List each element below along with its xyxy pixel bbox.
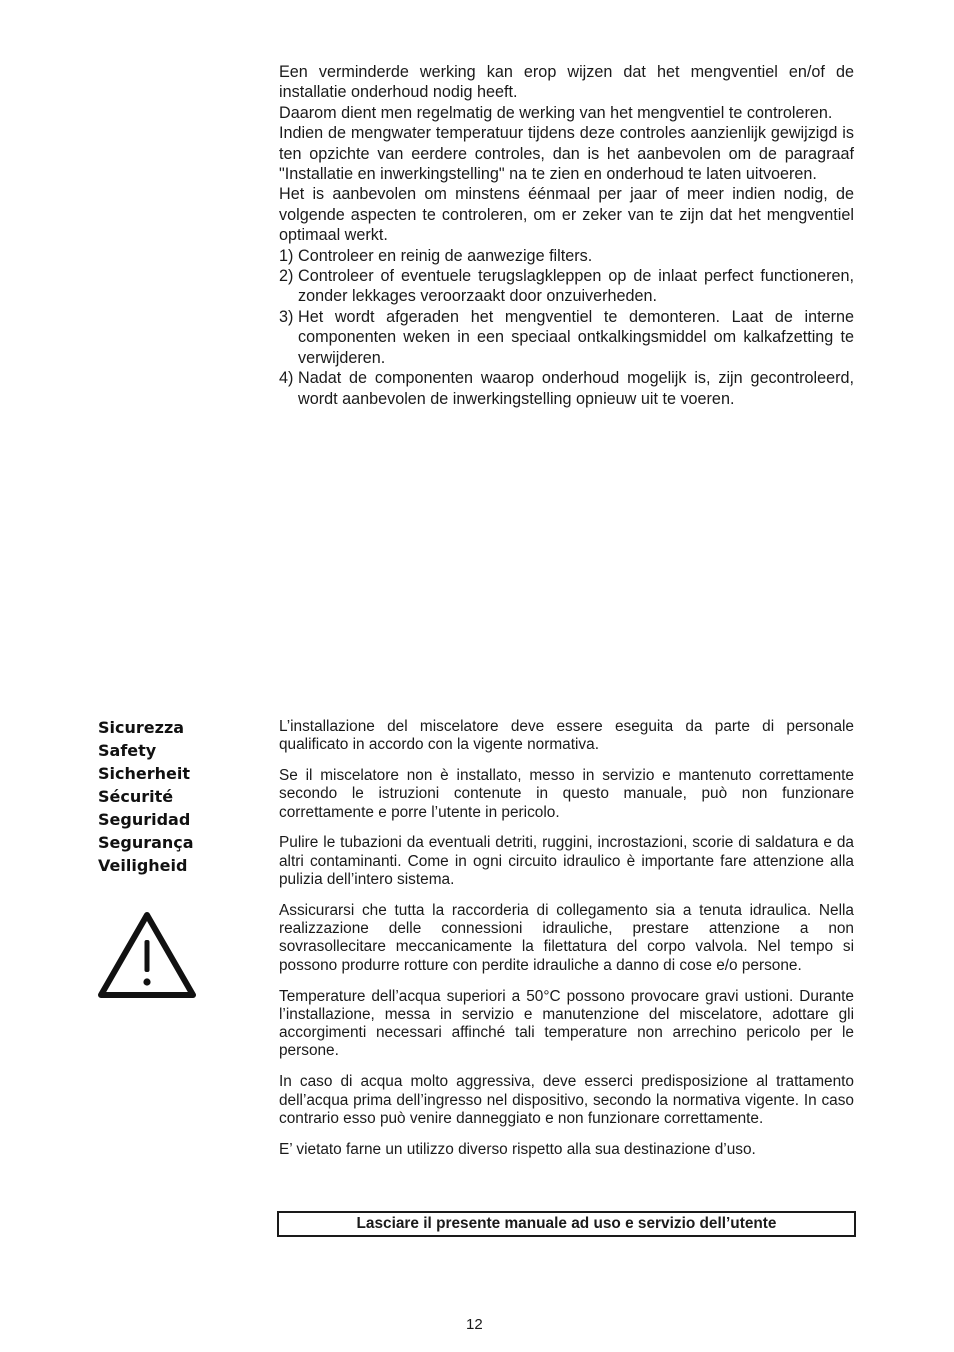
step-number: 2) [279, 267, 294, 286]
paragraph: Se il miscelatore non è installato, messo in servizio e mantenuto correttamente secondo le istruzioni contenute in questo manuale, può non funzionare correttamente e porre l’utente in pericolo. [279, 767, 854, 821]
maintenance-section-nl [279, 62, 854, 409]
step-text: Controleer of eventuele terugslagkleppen op de inlaat perfect functioneren, zonder lekkages veroorzaakt door onzuiverheden. [298, 267, 854, 306]
heading-es: Seguridad [98, 810, 191, 829]
paragraph: Indien de mengwater temperatuur tijdens deze controles aanzienlijk gewijzigd is ten opzichte van eerdere controles, dan is het aanbevolen om de paragraaf "Installatie en inwerkingstelling" na te zien en onderhoud te laten uitvoeren. [279, 124, 854, 184]
heading-fr: Sécurité [98, 787, 174, 806]
heading-en: Safety [98, 741, 157, 760]
paragraph: Het is aanbevolen om minstens éénmaal per jaar of meer indien nodig, de volgende aspecten te controleren, om er zeker van te zijn dat het mengventiel optimaal werkt. [279, 185, 854, 245]
maintenance-steps [279, 246, 854, 409]
paragraph: Pulire le tubazioni da eventuali detriti, ruggini, incrostazioni, scorie di saldatura e da altri contaminanti. Come in ogni circuito idraulico è importante fare attenzione alla pulizia dell’intero sistema. [279, 834, 854, 889]
list-item [279, 266, 854, 307]
step-number: 1) [279, 246, 294, 265]
paragraph: Daarom dient men regelmatig de werking van het mengventiel te controleren. [279, 103, 833, 122]
paragraph: Een verminderde werking kan erop wijzen dat het mengventiel en/of de installatie onderhoud nodig heeft. [279, 63, 854, 102]
list-item [279, 307, 854, 368]
step-text: Controleer en reinig de aanwezige filters. [298, 246, 593, 265]
paragraph: Temperature dell’acqua superiori a 50°C possono provocare gravi ustioni. Durante l’installazione, messa in servizio e manutenzione del miscelatore, adottare gli accorgimenti necessari affinché tali temperature non arrechino pericolo per le persone. [279, 987, 854, 1060]
warning-triangle-icon [96, 910, 198, 1000]
list-item [279, 246, 854, 266]
page-number: 12 [466, 1316, 483, 1333]
paragraph: L’installazione del miscelatore deve essere eseguita da parte di personale qualificato in accordo con la vigente normativa. [279, 718, 854, 754]
safety-section-it [279, 718, 854, 1171]
step-text: Nadat de componenten waarop onderhoud mogelijk is, zijn gecontroleerd, wordt aanbevolen de inwerkingstelling opnieuw uit te voeren. [298, 369, 854, 408]
list-item [279, 368, 854, 409]
heading-pt: Segurança [98, 833, 194, 852]
heading-de: Sicherheit [98, 764, 190, 783]
step-number: 3) [279, 307, 294, 326]
step-text: Het wordt afgeraden het mengventiel te demonteren. Laat de interne componenten weken in een speciaal ontkalkingsmiddel om kalkafzetting te verwijderen. [298, 307, 854, 367]
heading-nl: Veiligheid [98, 856, 188, 875]
safety-headings [98, 716, 194, 877]
user-manual-notice-box: Lasciare il presente manuale ad uso e servizio dell’utente [277, 1211, 856, 1237]
paragraph: In caso di acqua molto aggressiva, deve esserci predisposizione al trattamento dell’acqua prima dell’ingresso nel dispositivo, secondo la normativa vigente. In caso contrario esso può venire danneggiato e non funzionare correttamente. [279, 1073, 854, 1127]
step-number: 4) [279, 369, 294, 388]
paragraph: Assicurarsi che tutta la raccorderia di collegamento sia a tenuta idraulica. Nella realizzazione delle connessioni idrauliche, prestare attenzione a non sovrasollecitare meccanicamente la filettatura del corpo valvola. Nel tempo si possono produrre rotture con perdite idrauliche a danno di cose e/o persone. [279, 901, 854, 974]
paragraph: E’ vietato farne un utilizzo diverso rispetto alla sua destinazione d’uso. [279, 1140, 756, 1158]
heading-it: Sicurezza [98, 718, 185, 737]
